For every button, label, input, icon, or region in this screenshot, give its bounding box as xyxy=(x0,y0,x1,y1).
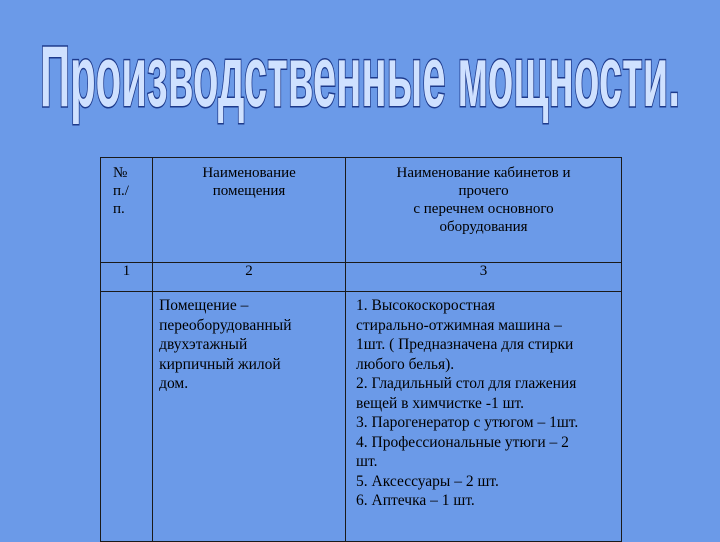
equipment-line: любого белья). xyxy=(356,355,455,373)
equipment-list-cell xyxy=(346,292,622,542)
header-equipment-line: Наименование кабинетов и xyxy=(396,165,571,181)
premises-line: кирпичный жилой xyxy=(159,355,281,373)
equipment-line: стирально-отжимная машина – xyxy=(356,316,562,334)
equipment-line: 2. Гладильный стол для глажения xyxy=(356,375,577,392)
premises-line: двухэтажный xyxy=(159,336,248,353)
header-equipment-line: прочего xyxy=(458,183,509,199)
page-title: Производственные мощности. xyxy=(40,29,680,125)
header-premises-cell xyxy=(153,158,346,263)
equipment-line: вещей в химчистке -1 шт. xyxy=(356,394,525,412)
equipment-line: 4. Профессиональные утюги – 2 xyxy=(356,433,569,451)
equipment-line: 3. Парогенератор с утюгом – 1шт. xyxy=(356,414,579,431)
equipment-line: 5. Аксессуары – 2 шт. xyxy=(356,472,499,490)
header-premises-line: помещения xyxy=(212,183,286,199)
header-equipment-line: с перечнем основного xyxy=(413,201,554,217)
premises-description-cell xyxy=(153,292,346,542)
header-premises-line: Наименование xyxy=(202,165,296,181)
table-header-row xyxy=(101,158,622,263)
facilities-table xyxy=(100,157,622,542)
equipment-line: 1шт. ( Предназначена для стирки xyxy=(356,336,574,353)
page-title-graphic xyxy=(0,18,720,128)
premises-line: Помещение – xyxy=(159,297,249,314)
row-number-cell xyxy=(101,292,153,542)
header-number-line: № xyxy=(113,165,128,181)
page-title-container xyxy=(0,18,720,128)
equipment-line: 6. Аптечка – 1 шт. xyxy=(356,492,475,509)
column-number-row xyxy=(101,263,622,292)
equipment-line: шт. xyxy=(356,453,378,470)
header-number-cell xyxy=(101,158,153,263)
equipment-line: 1. Высокоскоростная xyxy=(356,297,496,314)
column-number-2: 2 xyxy=(153,263,346,292)
premises-line: дом. xyxy=(159,375,189,392)
premises-line: переоборудованный xyxy=(159,316,292,334)
column-number-3: 3 xyxy=(346,263,622,292)
table-row xyxy=(101,292,622,542)
header-number-line: п. xyxy=(113,201,125,217)
column-number-1: 1 xyxy=(101,263,153,292)
header-equipment-cell xyxy=(346,158,622,263)
header-equipment-line: оборудования xyxy=(439,219,528,235)
header-number-line: п./ xyxy=(113,183,129,199)
